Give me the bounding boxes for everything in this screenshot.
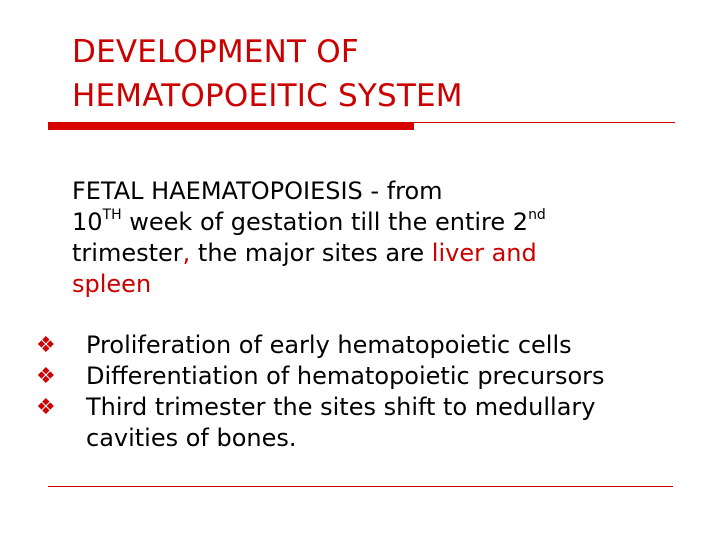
title-underline-thick (48, 123, 414, 130)
paragraph-text-trimester: trimester (72, 239, 183, 267)
paragraph-heading: FETAL HAEMATOPOIESIS - (72, 177, 380, 205)
bullet-text-continued: cavities of bones. (86, 424, 297, 452)
paragraph-line-2 (72, 207, 672, 238)
title-line-1: DEVELOPMENT OF (72, 34, 359, 70)
intro-paragraph (72, 176, 672, 300)
diamond-bullet-icon: ❖ (36, 333, 56, 358)
bullet-item (36, 361, 696, 392)
bullet-text: Differentiation of hematopoietic precursors (86, 362, 605, 390)
superscript-nd: nd (528, 207, 546, 223)
paragraph-line-3 (72, 238, 672, 269)
paragraph-text-sites: the major sites are (190, 239, 432, 267)
superscript-th: TH (102, 207, 122, 223)
bullet-text: Third trimester the sites shift to medullary (86, 393, 596, 421)
slide-title (72, 30, 672, 118)
paragraph-text-gestation: week of gestation till the entire 2 (121, 208, 529, 236)
diamond-bullet-icon: ❖ (36, 395, 56, 420)
highlight-spleen: spleen (72, 270, 152, 298)
bottom-rule (48, 486, 673, 487)
bullet-text: Proliferation of early hematopoietic cells (86, 331, 572, 359)
bullet-item (36, 392, 696, 454)
bullet-list (36, 330, 696, 454)
bullet-item (36, 330, 696, 361)
title-line-2: HEMATOPOEITIC SYSTEM (72, 78, 463, 114)
paragraph-from: from (379, 177, 443, 205)
week-number: 10 (72, 208, 103, 236)
paragraph-line-1 (72, 176, 672, 207)
diamond-bullet-icon: ❖ (36, 364, 56, 389)
highlight-liver: liver and (431, 239, 537, 267)
paragraph-comma: , (182, 239, 191, 267)
